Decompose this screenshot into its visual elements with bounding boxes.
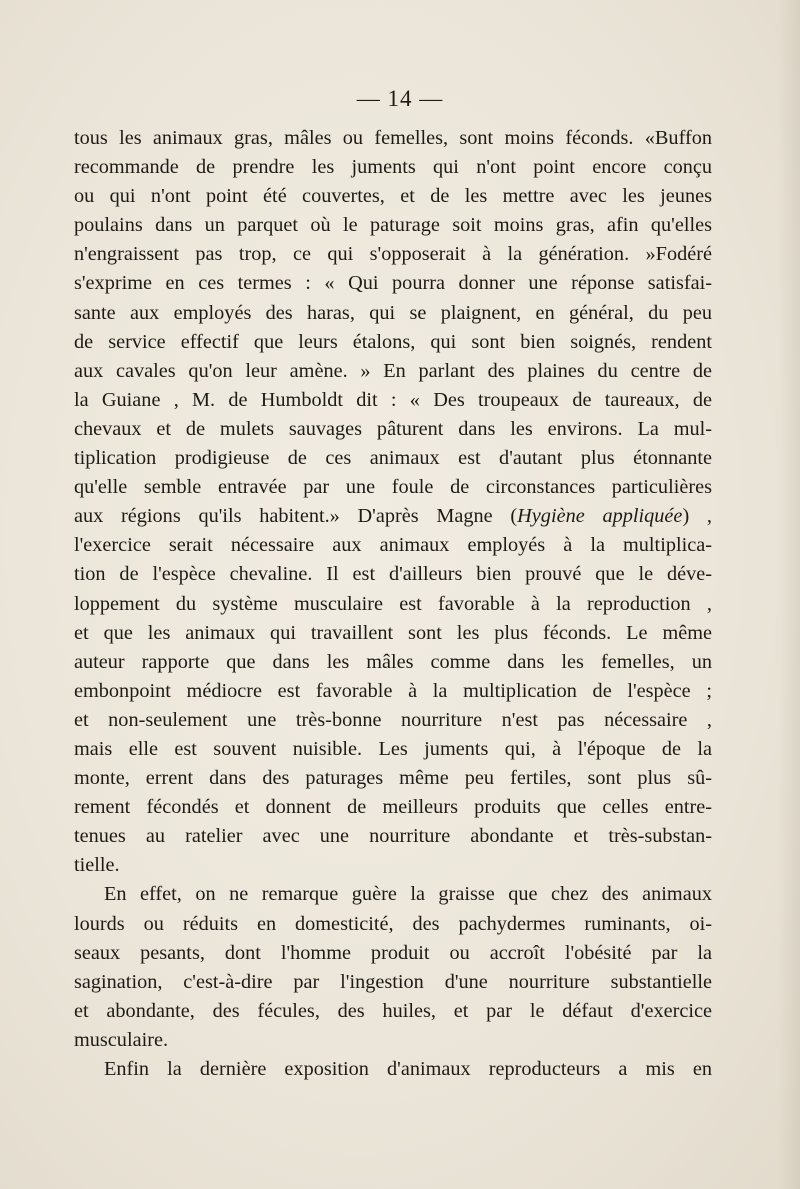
text-line: recommande de prendre les juments qui n'ont point encore conçu bbox=[74, 156, 712, 179]
text-line: ou qui n'ont point été couvertes, et de les mettre avec les jeunes bbox=[74, 185, 712, 208]
text-line: l'exercice serait nécessaire aux animaux employés à la multiplica- bbox=[74, 534, 712, 557]
text-line: monte, errent dans des paturages même peu fertiles, sont plus sû- bbox=[74, 767, 712, 790]
text-line: et non-seulement une très-bonne nourriture n'est pas nécessaire , bbox=[74, 708, 712, 731]
text-line: embonpoint médiocre est favorable à la multiplication de l'espèce ; bbox=[74, 679, 712, 702]
text-line: Enfin la dernière exposition d'animaux reproducteurs a mis en bbox=[104, 1058, 712, 1080]
text-line: tielle. bbox=[74, 854, 120, 877]
text-line: s'exprime en ces termes : « Qui pourra donner une réponse satisfai- bbox=[74, 272, 712, 295]
text-line: seaux pesants, dont l'homme produit ou accroît l'obésité par la bbox=[74, 941, 712, 964]
text-line: tiplication prodigieuse de ces animaux est d'autant plus étonnante bbox=[74, 447, 712, 470]
text-line: et que les animaux qui travaillent sont les plus féconds. Le même bbox=[74, 621, 712, 644]
text-line: lourds ou réduits en domesticité, des pachydermes ruminants, oi- bbox=[74, 912, 712, 935]
text-line: musculaire. bbox=[74, 1028, 169, 1051]
text-line: loppement du système musculaire est favorable à la reproduction , bbox=[74, 592, 712, 615]
text-line: sante aux employés des haras, qui se plaignent, en général, du peu bbox=[74, 301, 712, 324]
text-line: chevaux et de mulets sauvages pâturent dans les environs. La mul- bbox=[74, 417, 712, 440]
text-line: n'engraissent pas trop, ce qui s'opposerait à la génération. »Fodéré bbox=[74, 243, 712, 266]
text-line: poulains dans un parquet où le paturage soit moins gras, afin qu'elles bbox=[74, 214, 712, 237]
text-line: tous les animaux gras, mâles ou femelles, sont moins féconds. «Buffon bbox=[74, 127, 712, 149]
text-line: la Guiane , M. de Humboldt dit : « Des troupeaux de taureaux, de bbox=[74, 388, 712, 411]
italic-title: Hygiène appliquée bbox=[517, 505, 683, 528]
text-line: tenues au ratelier avec une nourriture abondante et très-substan- bbox=[74, 825, 712, 848]
text-line: rement fécondés et donnent de meilleurs produits que celles entre- bbox=[74, 796, 712, 819]
text-line: En effet, on ne remarque guère la graisse que chez des animaux bbox=[104, 883, 712, 906]
text-segment: aux régions qu'ils habitent.» D'après Magne ( bbox=[74, 505, 518, 528]
text-line: sagination, c'est-à-dire par l'ingestion d'une nourriture substantielle bbox=[74, 970, 712, 993]
text-line: tion de l'espèce chevaline. Il est d'ailleurs bien prouvé que le déve- bbox=[74, 563, 712, 586]
text-segment: ) , bbox=[682, 505, 712, 528]
page-edge-shadow bbox=[778, 0, 800, 1189]
body-text bbox=[74, 124, 712, 1084]
text-line: et abondante, des fécules, des huiles, et par le défaut d'exercice bbox=[74, 999, 712, 1022]
text-line: de service effectif que leurs étalons, qui sont bien soignés, rendent bbox=[74, 330, 712, 353]
text-line bbox=[74, 502, 712, 531]
text-line: auteur rapporte que dans les mâles comme dans les femelles, un bbox=[74, 650, 712, 673]
text-line: mais elle est souvent nuisible. Les juments qui, à l'époque de la bbox=[74, 737, 712, 760]
text-line: aux cavales qu'on leur amène. » En parlant des plaines du centre de bbox=[74, 359, 712, 382]
text-line: qu'elle semble entravée par une foule de circonstances particulières bbox=[74, 476, 712, 499]
page-number: — 14 — bbox=[356, 86, 444, 111]
